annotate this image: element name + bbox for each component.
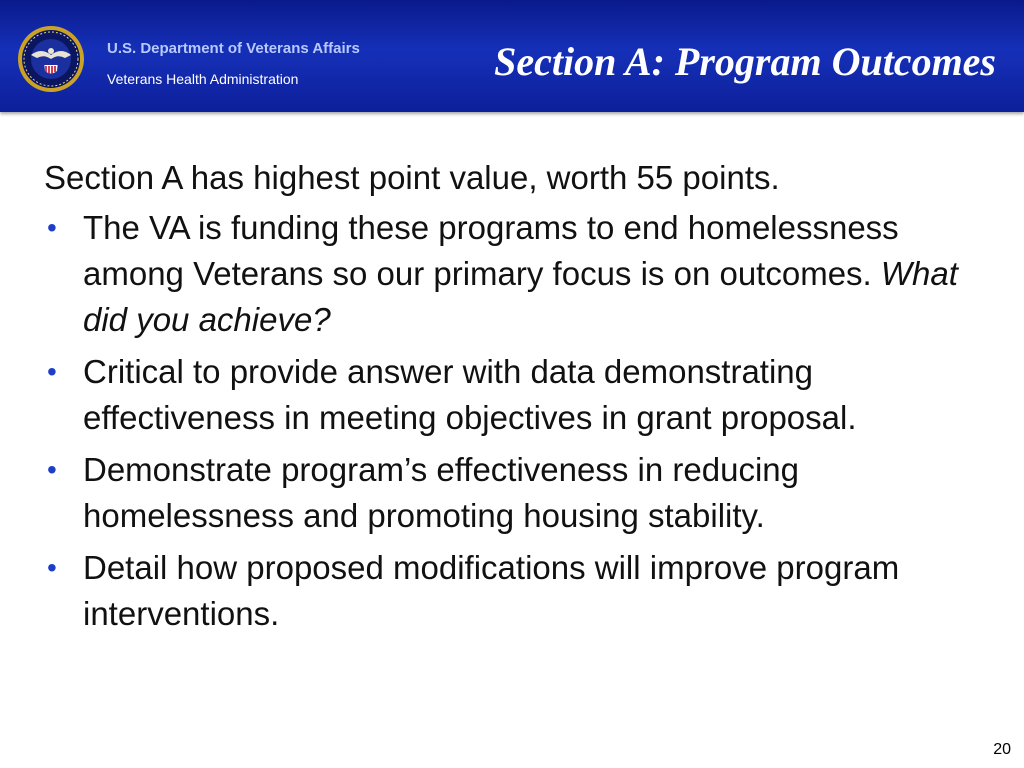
bullet-text: Demonstrate program’s effectiveness in reducing homelessness and promoting housing stability. [83,451,799,534]
bullet-dot-icon: • [47,212,57,243]
bullet-text: The VA is funding these programs to end homelessness among Veterans so our primary focus is on outcomes. [83,209,899,292]
bullet-item [44,205,994,343]
bullet-item [44,349,994,441]
bullet-emphasis: What did you achieve? [83,255,958,338]
va-seal-icon [17,25,85,93]
bullet-dot-icon: • [47,356,57,387]
bullet-text: Detail how proposed modifications will improve program interventions. [83,549,900,632]
org-subtitle: Veterans Health Administration [107,71,299,87]
slide-body [44,155,994,643]
bullet-item [44,447,994,539]
page-number: 20 [993,741,1011,758]
slide-header [0,0,1024,112]
lead-text: Section A has highest point value, worth 55 points. [44,159,780,196]
bullet-text: Critical to provide answer with data demonstrating effectiveness in meeting objectives in grant proposal. [83,353,857,436]
bullet-dot-icon: • [47,454,57,485]
bullet-list [44,205,994,637]
org-name: U.S. Department of Veterans Affairs [107,40,360,57]
bullet-dot-icon: • [47,552,57,583]
slide-title: Section A: Program Outcomes [494,39,996,84]
bullet-item [44,545,994,637]
